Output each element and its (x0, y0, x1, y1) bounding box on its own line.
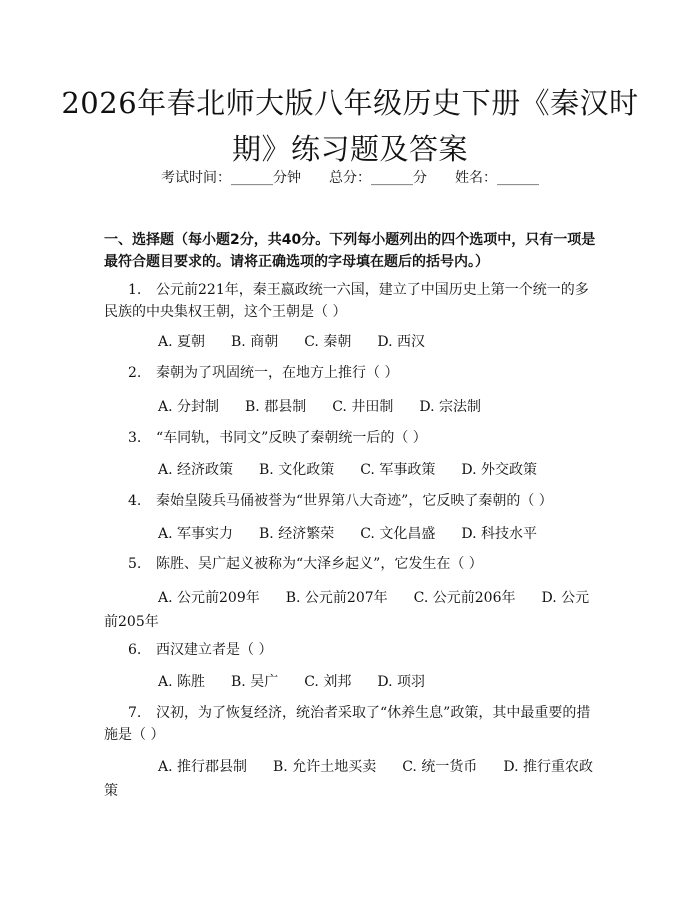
option-c: C. 公元前206年 (413, 590, 516, 606)
option-d: D. 公元前205年 (104, 590, 590, 630)
question-3 (104, 427, 600, 449)
question-7-options (104, 755, 600, 803)
question-number: 5. (128, 556, 142, 572)
question-3-options (104, 458, 600, 482)
option-b: B. 郡县制 (245, 399, 307, 415)
exam-info-line (0, 168, 700, 188)
option-d: D. 西汉 (377, 334, 425, 350)
question-stem: “车同轨，书同文”反映了秦朝统一后的（ ） (156, 430, 427, 446)
exam-time-field: 考试时间：______分钟 (161, 170, 301, 186)
option-d: D. 项羽 (377, 674, 425, 690)
option-c: C. 刘邦 (304, 674, 352, 690)
option-c: C. 统一货币 (402, 759, 478, 775)
question-5-options (104, 586, 600, 634)
question-stem: 秦始皇陵兵马俑被誉为“世界第八大奇迹”，它反映了秦朝的（ ） (156, 493, 553, 509)
question-number: 1. (128, 282, 142, 298)
question-6-options (104, 670, 600, 694)
question-2-options (104, 395, 600, 419)
question-number: 3. (128, 430, 142, 446)
document-title: 2026年春北师大版八年级历史下册《秦汉时期》练习题及答案 (61, 86, 639, 166)
option-d: D. 推行重农政策 (104, 759, 593, 799)
option-b: B. 公元前207年 (285, 590, 388, 606)
option-a: A. 分封制 (158, 399, 220, 415)
question-2 (104, 362, 600, 384)
option-d: D. 科技水平 (461, 526, 537, 542)
student-name-field: 姓名：______ (455, 170, 539, 186)
option-b: B. 文化政策 (259, 462, 335, 478)
question-stem: 陈胜、吴广起义被称为“大泽乡起义”，它发生在（ ） (156, 556, 483, 572)
question-number: 4. (128, 493, 142, 509)
option-b: B. 允许土地买卖 (273, 759, 377, 775)
question-number: 7. (128, 705, 142, 721)
section-heading: 一、选择题（每小题2分，共40分。下列每小题列出的四个选项中，只有一项是最符合题目要求的。请将正确选项的字母填在题后的括号内。） (104, 232, 596, 270)
total-score-field: 总分：______分 (329, 170, 427, 186)
option-a: A. 军事实力 (158, 526, 234, 542)
option-c: C. 文化昌盛 (360, 526, 436, 542)
question-stem: 汉初，为了恢复经济，统治者采取了“休养生息”政策，其中最重要的措施是（ ） (104, 705, 591, 743)
question-1-options (104, 330, 600, 354)
option-c: C. 井田制 (332, 399, 394, 415)
option-d: D. 宗法制 (419, 399, 481, 415)
question-4-options (104, 522, 600, 546)
question-number: 2. (128, 365, 142, 381)
question-1 (104, 279, 600, 323)
option-a: A. 经济政策 (158, 462, 234, 478)
option-d: D. 外交政策 (461, 462, 537, 478)
option-b: B. 吴广 (231, 674, 279, 690)
question-stem: 西汉建立者是（ ） (156, 642, 273, 658)
option-c: C. 军事政策 (360, 462, 436, 478)
question-7 (104, 702, 600, 746)
question-number: 6. (128, 642, 142, 658)
question-stem: 秦朝为了巩固统一，在地方上推行（ ） (156, 365, 399, 381)
option-c: C. 秦朝 (304, 334, 352, 350)
question-5 (104, 553, 600, 575)
question-4 (104, 490, 600, 512)
option-a: A. 公元前209年 (158, 590, 260, 606)
option-b: B. 商朝 (231, 334, 279, 350)
option-a: A. 推行郡县制 (158, 759, 248, 775)
option-a: A. 夏朝 (158, 334, 206, 350)
question-6 (104, 639, 600, 661)
option-a: A. 陈胜 (158, 674, 206, 690)
option-b: B. 经济繁荣 (259, 526, 335, 542)
question-stem: 公元前221年，秦王嬴政统一六国，建立了中国历史上第一个统一的多民族的中央集权王朝，这个王朝是（ ） (104, 282, 589, 320)
